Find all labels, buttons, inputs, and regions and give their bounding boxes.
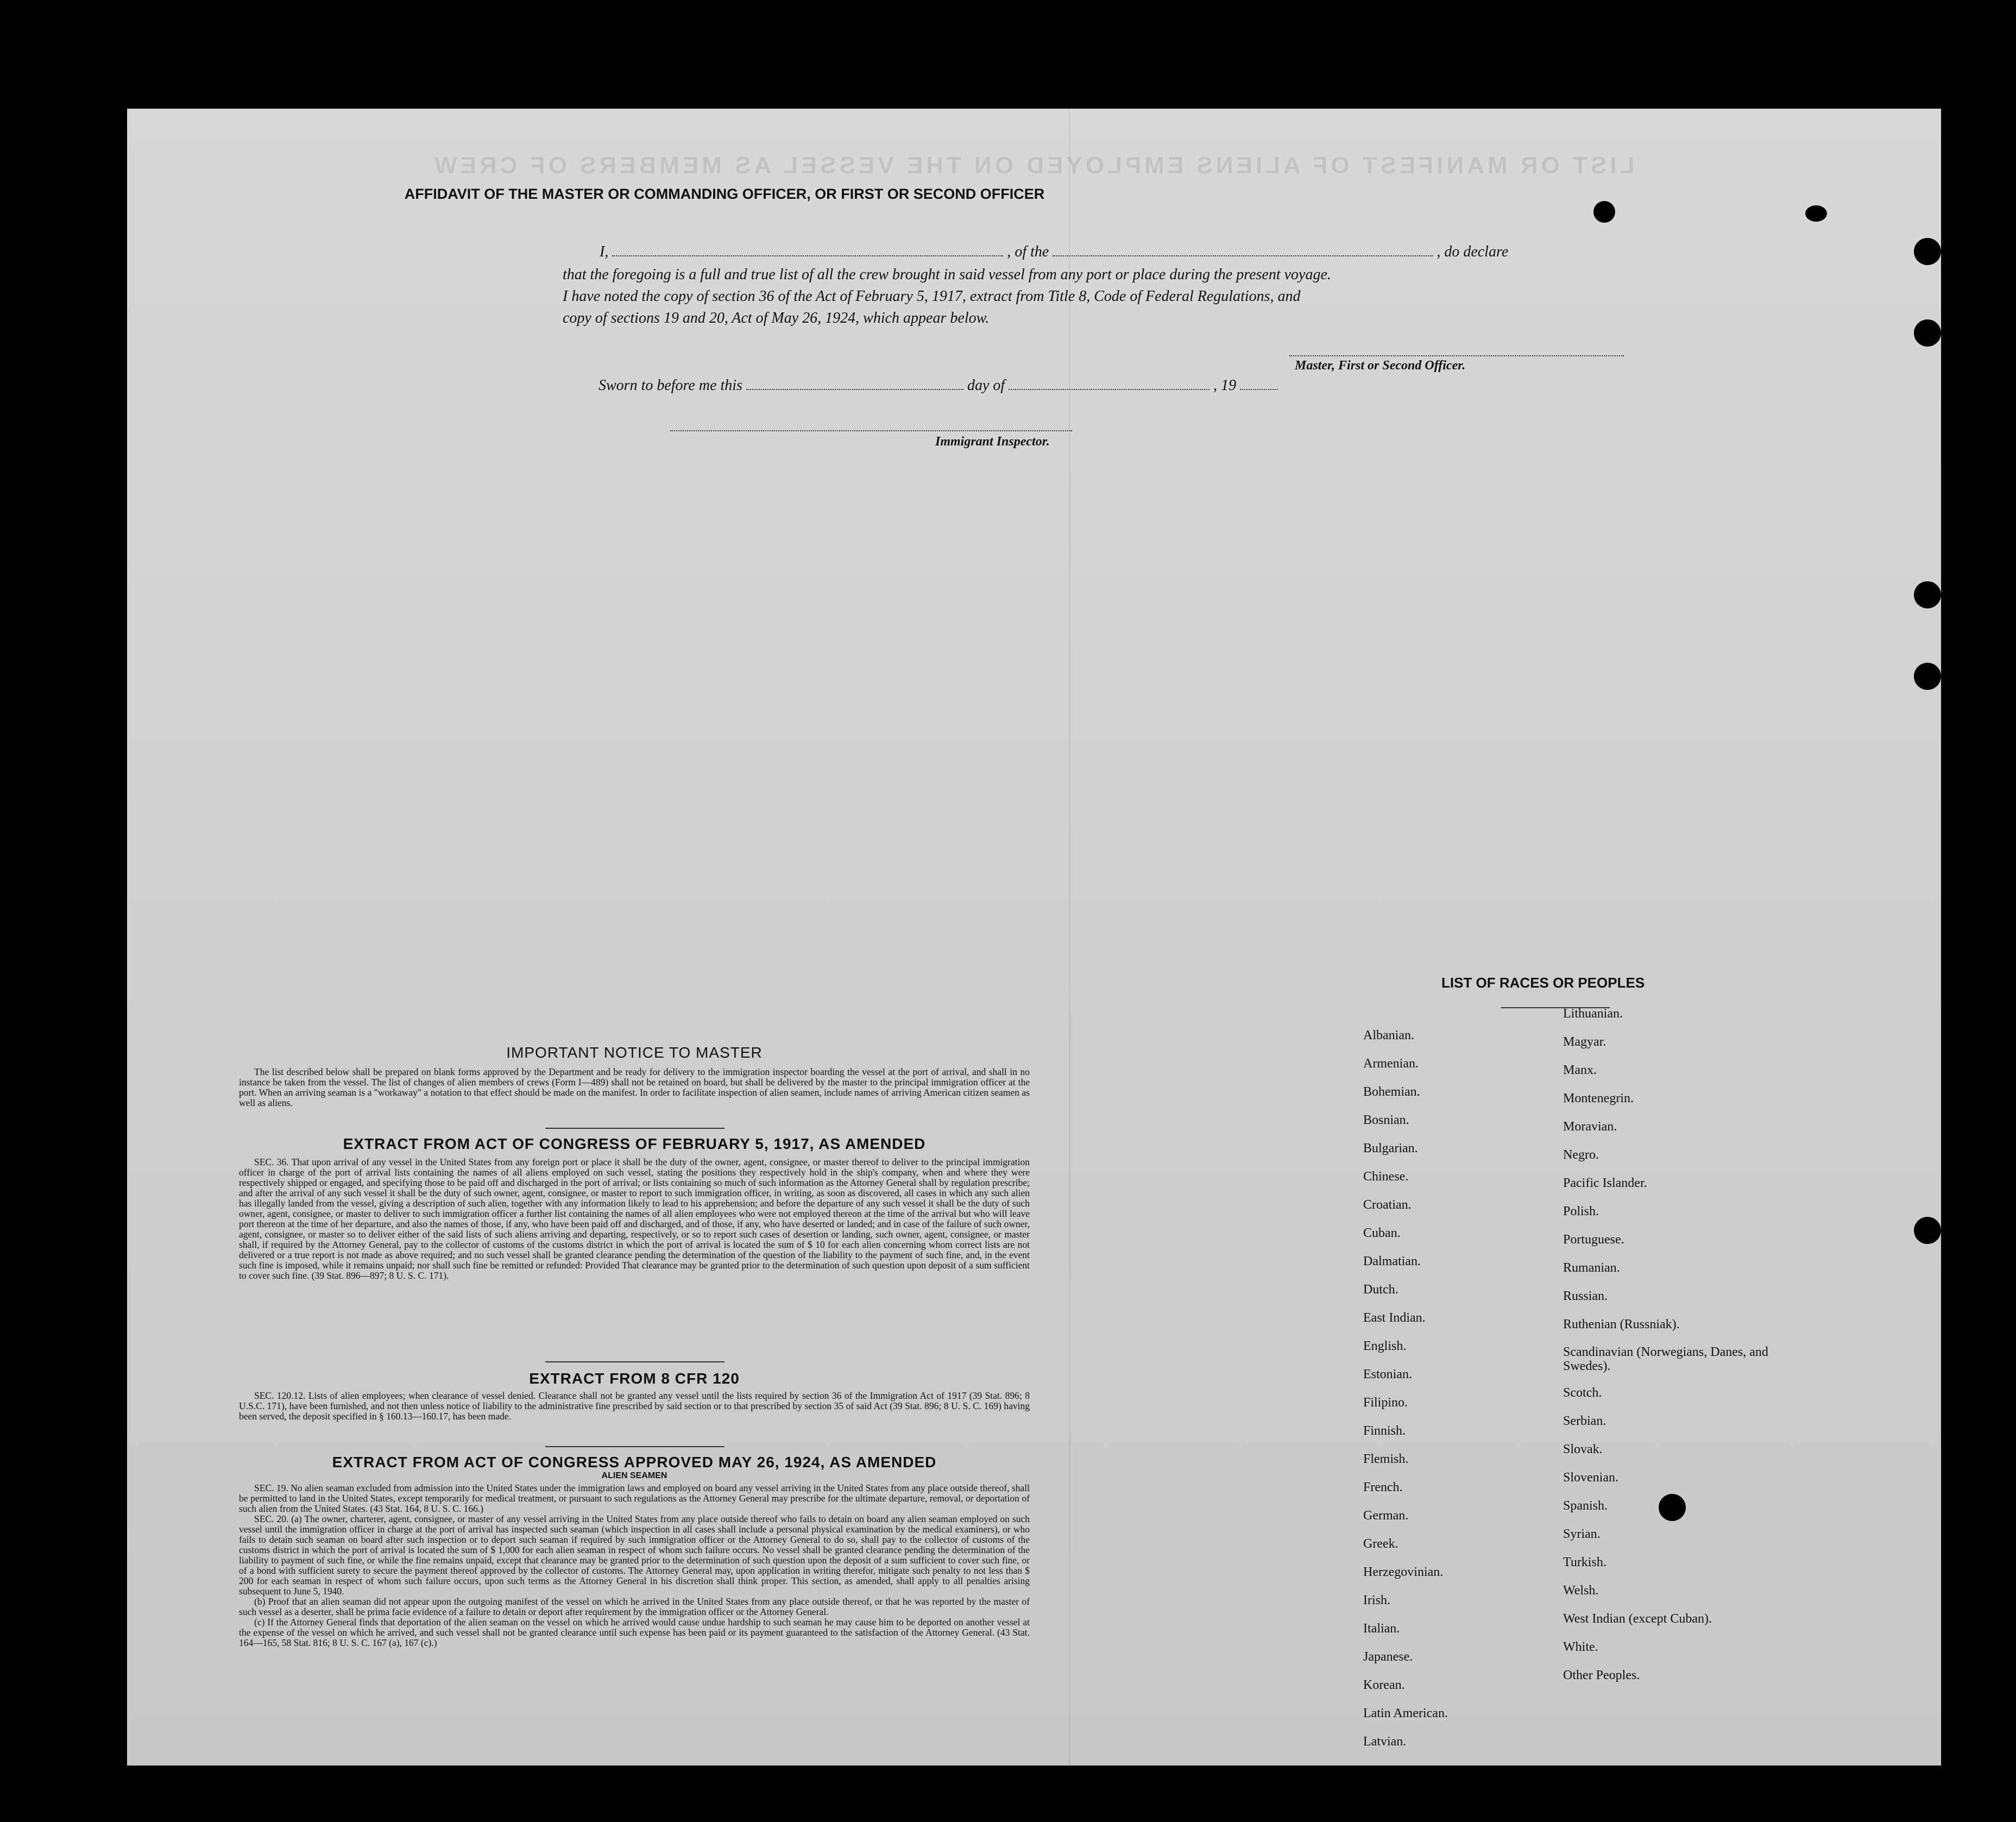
race-item: German.	[1363, 1509, 1409, 1523]
sworn-line	[598, 377, 1467, 394]
race-item: Dutch.	[1363, 1283, 1398, 1297]
race-item: Armenian.	[1363, 1057, 1419, 1071]
notice-paragraph: The list described below shall be prepared on blank forms approved by the Department and be ready for delivery to the immigration inspector boarding the vessel at the port of arrival, and shall in no instance be taken from the vessel. The list of changes of alien members of crews (Form I—489) shall not be retained on board, but shall be delivered by the master to the principal immigration officer at the port. When an arriving seaman is a "workaway" a notation to that effect should be made on the manifest. In order to facilitate inspection of alien seamen, include names of arriving American citizen seamen as well as aliens.	[239, 1066, 1030, 1108]
inspector-signature-line[interactable]	[670, 429, 1072, 431]
race-item: Korean.	[1363, 1678, 1405, 1692]
bleed-through-heading: LIST OR MANIFEST OF ALIENS EMPLOYED ON THE VESSEL AS MEMBERS OF CREW	[431, 152, 1635, 179]
race-item: Latin American.	[1363, 1706, 1448, 1720]
sworn-year-field[interactable]	[1240, 389, 1278, 390]
inspector-signature-label: Immigrant Inspector.	[935, 435, 1050, 449]
affidavit-declaration-line	[600, 243, 1675, 261]
extract-1917-paragraph: SEC. 36. That upon arrival of any vessel in the United States from any foreign port or place it shall be the duty of the owner, agent, consignee, or master thereof to deliver to the principal immigration officer in charge of the port of arrival lists containing the names of all aliens employed on such vessel, stating the positions they respectively hold in the ship's company, when and where they were respectively shipped or engaged, and specifying those to be paid off and discharged in the port of arrival; or lists containing so much of such information as the Attorney General shall by regulation prescribe; and after the arrival of any such vessel it shall be the duty of such owner, agent, consignee, or master to report to such immigration officer, in writing, as soon as discovered, all cases in which any such alien has illegally landed from the vessel, giving a description of such alien, together with any information likely to lead to his apprehension; and before the departure of any such vessel it shall be the duty of such owner, agent, consignee, or master to deliver to such immigration officer a further list containing the names of all alien employees who were not employed thereon at the time of the arrival but who will leave port thereon at the time of her departure, and also the names of those, if any, who have been paid off and discharged, and of those, if any, who have deserted or landed; and in case of the failure of such owner, agent, consignee, or master so to deliver either of the said lists of such aliens arriving and departing, respectively, or so to report such cases of desertion or landing, such owner, agent, consignee, or master shall, if required by the Attorney General, pay to the collector of customs of the customs district in which the port of arrival is located the sum of $ 10 for each alien concerning whom correct lists are not delivered or a true report is not made as above required; and no such vessel shall be granted clearance pending the determination of the question of the liability to the payment of such fine, and, in the event such fine is imposed, while it remains unpaid; nor shall such fine be remitted or refunded: Provided That clearance may be granted prior to the determination of such question upon deposit of a sum sufficient to cover such fine. (39 Stat. 896—897; 8 U. S. C. 171).	[239, 1157, 1030, 1281]
race-item: Bulgarian.	[1363, 1141, 1418, 1155]
race-item: Japanese.	[1363, 1650, 1413, 1664]
race-item: Welsh.	[1563, 1584, 1599, 1598]
race-item: French.	[1363, 1480, 1403, 1494]
section-divider	[545, 1128, 724, 1129]
center-fold	[1069, 109, 1070, 1766]
affidavit-statement-line-4: copy of sections 19 and 20, Act of May 26, 1924, which appear below.	[563, 310, 990, 326]
notice-title: IMPORTANT NOTICE TO MASTER	[506, 1044, 763, 1061]
extract-1924-sec20a: SEC. 20. (a) The owner, charterer, agent, consignee, or master of any vessel arriving in the United States from any place outside thereof who fails to detain on board any alien seaman employed on such vessel until the immigration officer in charge at the port of arrival has inspected such seaman (which inspection in all cases shall include a personal physical examination by the medical examiners), or who fails to detain such seaman on board after such inspection or to deport such seaman if required by such immigration officer or the Attorney General to do so, shall pay to the collector of customs of the customs district in which the port of arrival is located the sum of $ 1,000 for each alien seaman in respect of whom such failure occurs. No vessel shall be granted clearance pending the determination of the liability to payment of such fine, or while the fine remains unpaid, except that clearance may be granted prior to the determination of such question upon the deposit of a sum sufficient to cover such fine, or of a bond with sufficient surety to secure the payment thereof approved by the collector of customs. The Attorney General may, upon application in writing therefor, mitigate such penalty to not less than $ 200 for each seaman in respect of whom such failure occurs, upon such terms as the Attorney General in his discretion shall think proper. This section, as amended, shall apply to all penalties arising subsequent to June 5, 1940.	[239, 1513, 1030, 1597]
race-item: Rumanian.	[1563, 1261, 1620, 1275]
master-signature-label: Master, First or Second Officer.	[1295, 359, 1466, 373]
races-column-1	[1363, 1021, 1548, 1756]
extract-1924-subtitle: ALIEN SEAMEN	[601, 1471, 667, 1480]
race-item: Spanish.	[1563, 1499, 1608, 1513]
extract-1924-text	[239, 1483, 1030, 1648]
affidavit-title: AFFIDAVIT OF THE MASTER OR COMMANDING OFFICER, OR FIRST OR SECOND OFFICER	[404, 186, 1045, 202]
race-item: Moravian.	[1563, 1120, 1617, 1134]
master-name-field[interactable]	[612, 255, 1003, 256]
race-item: Other Peoples.	[1563, 1668, 1640, 1682]
extract-1917-text	[239, 1157, 1030, 1281]
race-item: Negro.	[1563, 1148, 1599, 1162]
extract-8cfr-title: EXTRACT FROM 8 CFR 120	[529, 1370, 740, 1387]
race-item: East Indian.	[1363, 1311, 1426, 1325]
race-item: Filipino.	[1363, 1396, 1408, 1410]
race-item: Slovak.	[1563, 1442, 1603, 1456]
race-item: Lithuanian.	[1563, 1007, 1623, 1021]
sworn-day-field[interactable]	[746, 389, 963, 390]
punch-hole	[1914, 1217, 1941, 1244]
race-item: Polish.	[1563, 1204, 1599, 1218]
race-item: Estonian.	[1363, 1367, 1412, 1381]
race-item: Italian.	[1363, 1622, 1400, 1636]
race-item: Greek.	[1363, 1537, 1398, 1551]
race-item: Turkish.	[1563, 1555, 1606, 1569]
race-item: Cuban.	[1363, 1226, 1401, 1240]
affidavit-declare-label: , do declare	[1437, 243, 1509, 260]
race-item: Irish.	[1363, 1593, 1390, 1607]
race-item: Montenegrin.	[1563, 1091, 1634, 1105]
race-item: Flemish.	[1363, 1452, 1409, 1466]
race-item: Bosnian.	[1363, 1113, 1409, 1127]
punch-hole	[1914, 319, 1941, 347]
race-item: West Indian (except Cuban).	[1563, 1612, 1712, 1626]
extract-1917-title: EXTRACT FROM ACT OF CONGRESS OF FEBRUARY 5, 1917, AS AMENDED	[343, 1135, 926, 1152]
extract-1924-sec20b: (b) Proof that an alien seaman did not appear upon the outgoing manifest of the vessel on which he arrived in the United States from any place outside thereof, or that he was reported by the master of such vessel as a deserter, shall be prima facie evidence of a failure to detain or deport after requirement by the immigration officer or the Attorney General.	[239, 1596, 1030, 1617]
race-item: Portuguese.	[1563, 1233, 1624, 1247]
punch-hole	[1914, 238, 1941, 265]
extract-8cfr-text	[239, 1391, 1030, 1422]
extract-8cfr-paragraph: SEC. 120.12. Lists of alien employees; when clearance of vessel denied. Clearance shall not be granted any vessel until the lists required by section 36 of the Immigration Act of 1917 (39 Stat. 896; 8 U.S.C. 171), have been furnished, and not then unless notice of liability to the administrative fine prescribed by said section or to that prescribed by section 35 of said Act (39 Stat. 896; 8 U. S. C. 169) having been served, the deposit specified in § 160.13—160.17, has been made.	[239, 1390, 1030, 1422]
race-item: Herzegovinian.	[1363, 1565, 1444, 1579]
race-item: Slovenian.	[1563, 1471, 1618, 1485]
section-divider	[545, 1446, 724, 1447]
race-item: Pacific Islander.	[1563, 1176, 1647, 1190]
race-item: White.	[1563, 1640, 1598, 1654]
extract-1924-sec20c: (c) If the Attorney General finds that deportation of the alien seaman on the vessel on which he arrived would cause undue hardship to such seaman he may cause him to be deported on another vessel at the expense of the vessel on which he arrived, and such vessel shall not be granted clearance until such expense has been paid or its payment guaranteed to the satisfaction of the Attorney General. (43 Stat. 164—165, 58 Stat. 816; 8 U. S. C. 167 (a), 167 (c).)	[239, 1617, 1030, 1648]
master-signature-line[interactable]	[1289, 354, 1624, 356]
section-divider	[545, 1361, 724, 1362]
vessel-name-field[interactable]	[1053, 255, 1433, 256]
extract-1924-sec19: SEC. 19. No alien seaman excluded from admission into the United States under the immigration laws and employed on board any vessel arriving in the United States from any place outside thereof, shall be permitted to land in the United States, except temporarily for medical treatment, or pursuant to such regulations as the Attorney General may prescribe for the ultimate departure, removal, or deportation of such alien from the United States. (43 Stat. 164, 8 U. S. C. 166.)	[239, 1482, 1030, 1514]
affidavit-i-label: I,	[600, 243, 609, 260]
affidavit-statement-line-3: I have noted the copy of section 36 of the Act of February 5, 1917, extract from Title 8, Code of Federal Regulations, and	[563, 288, 1301, 305]
race-item: Bohemian.	[1363, 1085, 1420, 1099]
race-item: Ruthenian (Russniak).	[1563, 1317, 1680, 1331]
extract-1924-title: EXTRACT FROM ACT OF CONGRESS APPROVED MAY 26, 1924, AS AMENDED	[332, 1454, 937, 1471]
race-item: Russian.	[1563, 1289, 1608, 1303]
notice-text	[239, 1067, 1030, 1108]
race-item: Manx.	[1563, 1063, 1597, 1077]
races-title: LIST OF RACES OR PEOPLES	[1441, 975, 1645, 991]
race-item: Scandinavian (Norwegians, Danes, and Swedes).	[1563, 1345, 1768, 1373]
race-item: Magyar.	[1563, 1035, 1606, 1049]
affidavit-statement-line-2: that the foregoing is a full and true list of all the crew brought in said vessel from any port or place during the present voyage.	[563, 266, 1331, 283]
sworn-month-field[interactable]	[1009, 389, 1209, 390]
sworn-label: Sworn to before me this	[598, 377, 742, 394]
race-item: Dalmatian.	[1363, 1254, 1421, 1268]
race-item: Serbian.	[1563, 1414, 1606, 1428]
race-item: English.	[1363, 1339, 1407, 1353]
affidavit-of-the-label: , of the	[1007, 243, 1049, 260]
race-item: Latvian.	[1363, 1735, 1407, 1749]
punch-hole	[1914, 663, 1941, 690]
punch-hole	[1593, 201, 1615, 223]
race-item: Syrian.	[1563, 1527, 1601, 1541]
punch-hole	[1914, 581, 1941, 608]
day-of-label: day of	[967, 377, 1005, 394]
year-label: , 19	[1213, 377, 1237, 394]
race-item: Chinese.	[1363, 1170, 1409, 1184]
race-item: Finnish.	[1363, 1424, 1406, 1438]
races-column-2	[1563, 1000, 1791, 1689]
race-item: Albanian.	[1363, 1028, 1414, 1042]
race-item: Scotch.	[1563, 1386, 1602, 1400]
document-sheet	[127, 109, 1941, 1766]
punch-hole	[1805, 205, 1827, 222]
race-item: Croatian.	[1363, 1198, 1412, 1212]
